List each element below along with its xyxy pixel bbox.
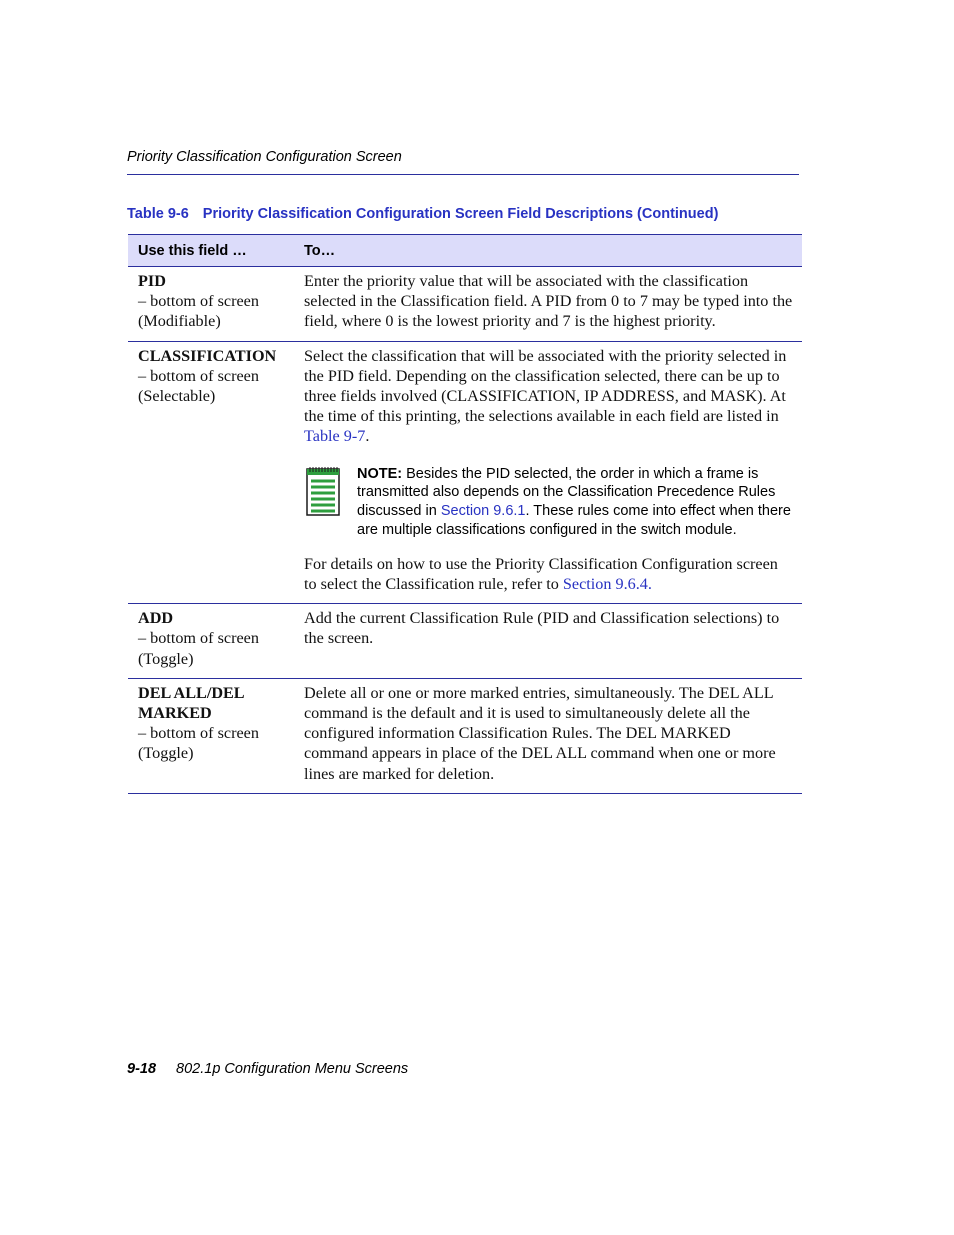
table-row bbox=[128, 341, 802, 604]
description-cell bbox=[296, 267, 802, 342]
field-cell bbox=[128, 678, 296, 793]
table-header-row bbox=[128, 235, 802, 267]
description-text: Select the classification that will be associated with the priority selected in the PID field. Depending on the classification selected, there can be up to three fields involved (CLASSIFICATION, IP ADDRESS, and MASK). At the time of this printing, the selections available in each field are listed in bbox=[304, 346, 787, 426]
description-text: Delete all or one or more marked entries, simultaneously. The DEL ALL command is the default and it is used to simultaneously delete all the configured information Classification Rules. The DEL MARKED command appears in place of the DEL ALL command when one or more lines are marked for deletion. bbox=[304, 683, 776, 783]
section-9-6-4-link[interactable]: Section 9.6.4 bbox=[562, 575, 648, 594]
column-header-field: Use this field … bbox=[128, 235, 296, 267]
column-header-description: To… bbox=[296, 235, 802, 267]
section-9-6-1-link[interactable]: Section 9.6.1 bbox=[440, 503, 526, 520]
table-row bbox=[128, 267, 802, 342]
field-name: DEL ALL/DEL bbox=[138, 683, 245, 702]
table-number: Table 9-6 bbox=[127, 206, 189, 222]
running-head: Priority Classification Configuration Screen bbox=[127, 149, 402, 165]
field-location: – bottom of screen bbox=[138, 629, 259, 648]
header-rule bbox=[127, 174, 799, 175]
field-type: (Toggle) bbox=[138, 649, 194, 668]
description-text: Enter the priority value that will be associated with the classification selected in the Classification field. A PID from 0 to 7 may be typed into the field, where 0 is the lowest priority and 7 is the highest priority. bbox=[304, 272, 793, 331]
page-footer bbox=[127, 1061, 408, 1077]
description-paragraph bbox=[304, 554, 794, 594]
chapter-title: 802.1p Configuration Menu Screens bbox=[176, 1061, 409, 1077]
field-name-continued: MARKED bbox=[138, 704, 212, 723]
field-type: (Toggle) bbox=[138, 744, 194, 763]
table-title: Priority Classification Configuration Screen Field Descriptions (Continued) bbox=[202, 206, 719, 222]
note-label: NOTE: bbox=[357, 465, 403, 482]
page-number: 9-18 bbox=[127, 1061, 157, 1077]
table-caption bbox=[127, 206, 718, 222]
description-text: Add the current Classification Rule (PID and Classification selections) to the screen. bbox=[304, 609, 780, 648]
field-cell bbox=[128, 341, 296, 604]
description-text-end: . bbox=[647, 575, 652, 594]
description-cell bbox=[296, 678, 802, 793]
field-location: – bottom of screen bbox=[138, 366, 259, 385]
field-location: – bottom of screen bbox=[138, 724, 259, 743]
note-text bbox=[357, 465, 794, 540]
description-text: For details on how to use the Priority Classification Configuration screen to select the Classification rule, refer to bbox=[304, 554, 778, 594]
field-type: (Modifiable) bbox=[138, 312, 221, 331]
table-row bbox=[128, 678, 802, 793]
field-description-table bbox=[128, 234, 802, 794]
field-cell bbox=[128, 604, 296, 679]
description-cell bbox=[296, 604, 802, 679]
description-paragraph bbox=[304, 346, 794, 447]
field-name: ADD bbox=[138, 609, 174, 628]
note-body-end: . These rules come into effect when there are multiple classifications configured in the switch module. bbox=[357, 503, 791, 539]
notepad-icon bbox=[306, 465, 346, 540]
field-location: – bottom of screen bbox=[138, 292, 259, 311]
description-text-end: . bbox=[365, 427, 370, 446]
description-cell bbox=[296, 341, 802, 604]
field-cell bbox=[128, 267, 296, 342]
note-box bbox=[306, 465, 794, 540]
field-name: CLASSIFICATION bbox=[138, 346, 277, 365]
note-body: Besides the PID selected, the order in which a frame is transmitted also depends on the Classification Precedence Rules discussed in bbox=[357, 465, 776, 520]
field-name: PID bbox=[138, 272, 166, 290]
field-type: (Selectable) bbox=[138, 387, 216, 406]
table-9-7-link[interactable]: Table 9-7 bbox=[304, 427, 366, 446]
table-row bbox=[128, 604, 802, 679]
